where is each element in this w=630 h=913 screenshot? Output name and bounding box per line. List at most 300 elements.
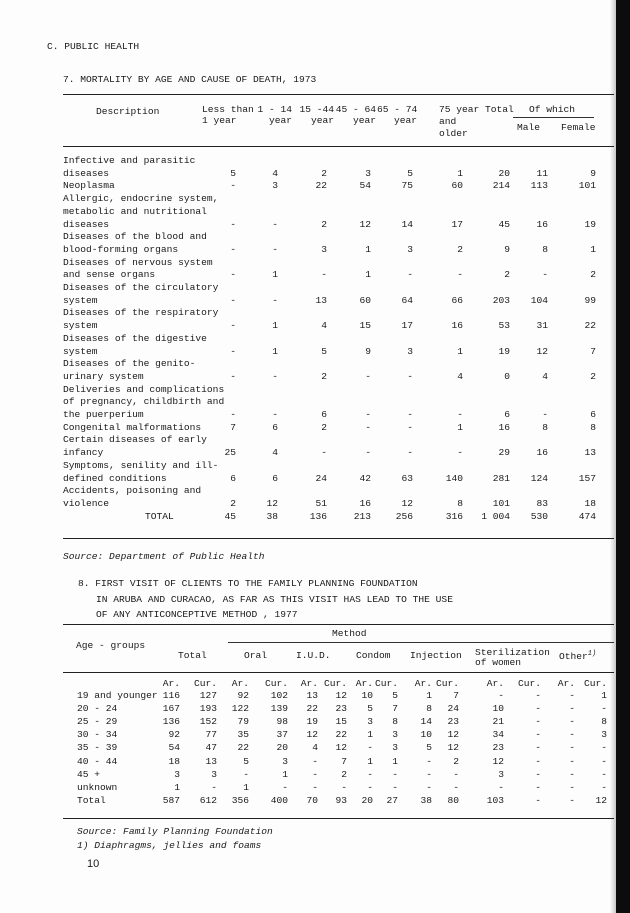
header-75-older: 75 year and older bbox=[439, 104, 480, 139]
cell-value: 281 bbox=[492, 472, 510, 484]
cell-value: 10 bbox=[420, 729, 432, 741]
cell-value: 8 bbox=[392, 716, 398, 728]
header-injection: Injection bbox=[410, 650, 462, 661]
row-description: Allergic, endocrine system, bbox=[63, 193, 219, 205]
cell-value: 122 bbox=[231, 703, 249, 715]
cell-value: 5 bbox=[367, 703, 373, 715]
header-description: Description bbox=[96, 106, 160, 117]
cell-value: - bbox=[392, 781, 398, 793]
cell-value: 5 bbox=[321, 345, 327, 357]
cell-value: 3 bbox=[407, 345, 413, 357]
cell-value: 7 bbox=[392, 703, 398, 715]
cell-value: 18 bbox=[584, 497, 596, 509]
cell-value: - bbox=[542, 269, 548, 281]
cell-value: - bbox=[535, 716, 541, 728]
cell-value: 20 bbox=[361, 794, 373, 806]
cell-value: - bbox=[569, 716, 575, 728]
cell-value: 7 bbox=[590, 345, 596, 357]
row-description: urinary system bbox=[63, 370, 144, 382]
cell-value: 19 bbox=[584, 218, 596, 230]
cell-value: 1 bbox=[457, 421, 463, 433]
row-description: Certain diseases of early bbox=[63, 434, 207, 446]
cell-value: - bbox=[569, 768, 575, 780]
cell-value: - bbox=[569, 742, 575, 754]
age-group-label: Total bbox=[77, 794, 106, 806]
cell-value: 193 bbox=[199, 703, 217, 715]
cell-value: - bbox=[498, 781, 504, 793]
cell-value: 1 bbox=[243, 781, 249, 793]
row-description: Diseases of nervous system bbox=[63, 256, 213, 268]
cell-value: 1 bbox=[367, 729, 373, 741]
cell-value: - bbox=[367, 781, 373, 793]
cell-value: 3 bbox=[174, 768, 180, 780]
cell-value: 19 bbox=[498, 345, 510, 357]
cell-value: 23 bbox=[492, 742, 504, 754]
cell-value: 16 bbox=[359, 497, 371, 509]
cell-value: - bbox=[569, 755, 575, 767]
cell-value: 15 bbox=[359, 320, 371, 332]
cell-value: 6 bbox=[590, 409, 596, 420]
header-oral: Oral bbox=[244, 650, 268, 661]
cell-value: 5 bbox=[392, 690, 398, 701]
cell-value: - bbox=[542, 409, 548, 420]
total-value: 45 bbox=[224, 510, 236, 522]
cell-value: 2 bbox=[457, 243, 463, 255]
cell-value: 2 bbox=[230, 497, 236, 509]
cell-value: 104 bbox=[530, 294, 548, 306]
header-female: Female bbox=[561, 122, 596, 133]
cell-value: - bbox=[230, 345, 236, 357]
cell-value: - bbox=[601, 755, 607, 767]
cell-value: 7 bbox=[453, 690, 459, 701]
cell-value: 10 bbox=[361, 690, 373, 701]
cell-value: - bbox=[230, 370, 236, 382]
cell-value: 54 bbox=[168, 742, 180, 754]
cell-value: 16 bbox=[451, 320, 463, 332]
cell-value: 20 bbox=[498, 167, 510, 179]
header-method: Method bbox=[332, 628, 367, 639]
cell-value: 8 bbox=[542, 421, 548, 433]
cell-value: - bbox=[457, 269, 463, 281]
cell-value: 1 bbox=[174, 781, 180, 793]
cell-value: 16 bbox=[536, 218, 548, 230]
footnote-marker: 1) bbox=[587, 650, 597, 658]
row-description: Diseases of the digestive bbox=[63, 332, 207, 344]
header-condom: Condom bbox=[356, 650, 391, 661]
cell-value: 1 bbox=[601, 690, 607, 701]
subheader-ar: Ar. bbox=[162, 678, 180, 689]
cell-value: 12 bbox=[335, 742, 347, 754]
cell-value: - bbox=[601, 742, 607, 754]
row-description: of pregnancy, childbirth and bbox=[63, 396, 225, 408]
cell-value: 13 bbox=[306, 690, 318, 701]
table-7-top-rule bbox=[63, 94, 614, 95]
row-description: Diseases of the respiratory bbox=[63, 307, 219, 319]
row-description: and sense organs bbox=[63, 269, 156, 281]
cell-value: 12 bbox=[447, 742, 459, 754]
subheader-ar: Ar. bbox=[414, 678, 432, 689]
age-group-label: 40 - 44 bbox=[77, 755, 118, 767]
cell-value: 157 bbox=[578, 472, 596, 484]
cell-value: 12 bbox=[306, 729, 318, 741]
cell-value: - bbox=[407, 409, 413, 420]
cell-value: - bbox=[272, 243, 278, 255]
cell-value: 83 bbox=[536, 497, 548, 509]
cell-value: 1 bbox=[590, 243, 596, 255]
cell-value: - bbox=[230, 269, 236, 281]
cell-value: 13 bbox=[584, 447, 596, 459]
cell-value: - bbox=[367, 742, 373, 754]
cell-value: - bbox=[230, 180, 236, 192]
subheader-ar: Ar. bbox=[355, 678, 373, 689]
cell-value: - bbox=[535, 703, 541, 715]
subheader-ar: Ar. bbox=[557, 678, 575, 689]
cell-value: 113 bbox=[530, 180, 548, 192]
cell-value: - bbox=[312, 781, 318, 793]
row-description: system bbox=[63, 320, 98, 332]
cell-value: 79 bbox=[237, 716, 249, 728]
cell-value: - bbox=[457, 447, 463, 459]
cell-value: 10 bbox=[492, 703, 504, 715]
cell-value: 63 bbox=[401, 472, 413, 484]
cell-value: 35 bbox=[237, 729, 249, 741]
cell-value: - bbox=[321, 269, 327, 281]
cell-value: - bbox=[453, 768, 459, 780]
header-other: Other$^{1)}$ bbox=[559, 650, 597, 663]
of-which-rule bbox=[513, 117, 594, 118]
age-group-label: 35 - 39 bbox=[77, 742, 118, 754]
cell-value: 24 bbox=[447, 703, 459, 715]
cell-value: - bbox=[230, 243, 236, 255]
header-iud: I.U.D. bbox=[296, 650, 331, 661]
subheader-cur: Cur. bbox=[583, 678, 607, 689]
cell-value: 8 bbox=[590, 421, 596, 433]
cell-value: - bbox=[498, 690, 504, 701]
cell-value: 124 bbox=[530, 472, 548, 484]
cell-value: 5 bbox=[230, 167, 236, 179]
cell-value: - bbox=[407, 447, 413, 459]
cell-value: - bbox=[569, 729, 575, 741]
cell-value: - bbox=[407, 269, 413, 281]
cell-value: 53 bbox=[498, 320, 510, 332]
cell-value: 77 bbox=[205, 729, 217, 741]
cell-value: 1 bbox=[367, 755, 373, 767]
cell-value: 22 bbox=[315, 180, 327, 192]
cell-value: 6 bbox=[321, 409, 327, 420]
cell-value: 356 bbox=[231, 794, 249, 806]
cell-value: 37 bbox=[276, 729, 288, 741]
cell-value: 29 bbox=[498, 447, 510, 459]
cell-value: 12 bbox=[536, 345, 548, 357]
cell-value: 23 bbox=[447, 716, 459, 728]
cell-value: 24 bbox=[315, 472, 327, 484]
cell-value: 214 bbox=[492, 180, 510, 192]
cell-value: - bbox=[230, 218, 236, 230]
row-description: system bbox=[63, 345, 98, 357]
header-of-which: Of which bbox=[529, 104, 576, 115]
subheader-ar: Ar. bbox=[231, 678, 249, 689]
cell-value: 64 bbox=[401, 294, 413, 306]
cell-value: 2 bbox=[321, 218, 327, 230]
cell-value: 12 bbox=[447, 729, 459, 741]
cell-value: 99 bbox=[584, 294, 596, 306]
cell-value: 2 bbox=[341, 768, 347, 780]
cell-value: 127 bbox=[199, 690, 217, 701]
cell-value: 2 bbox=[504, 269, 510, 281]
cell-value: 1 bbox=[392, 755, 398, 767]
cell-value: 139 bbox=[270, 703, 288, 715]
cell-value: - bbox=[535, 690, 541, 701]
table-7-bottom-rule bbox=[63, 538, 614, 539]
cell-value: 2 bbox=[590, 370, 596, 382]
cell-value: - bbox=[601, 703, 607, 715]
cell-value: 2 bbox=[453, 755, 459, 767]
cell-value: 152 bbox=[199, 716, 217, 728]
cell-value: - bbox=[535, 781, 541, 793]
cell-value: 12 bbox=[266, 497, 278, 509]
cell-value: 1 bbox=[365, 269, 371, 281]
cell-value: 12 bbox=[401, 497, 413, 509]
cell-value: - bbox=[569, 703, 575, 715]
total-value: 316 bbox=[445, 510, 463, 522]
cell-value: 12 bbox=[595, 794, 607, 806]
cell-value: 51 bbox=[315, 497, 327, 509]
cell-value: 4 bbox=[457, 370, 463, 382]
cell-value: - bbox=[535, 729, 541, 741]
subheader-cur: Cur. bbox=[435, 678, 459, 689]
cell-value: - bbox=[426, 755, 432, 767]
header-male: Male bbox=[517, 122, 541, 133]
row-description: Congenital malformations bbox=[63, 421, 202, 433]
cell-value: 3 bbox=[367, 716, 373, 728]
cell-value: 1 bbox=[457, 167, 463, 179]
header-less-than-1: Less than 1 year bbox=[202, 104, 254, 126]
cell-value: 45 bbox=[498, 218, 510, 230]
cell-value: 13 bbox=[315, 294, 327, 306]
cell-value: - bbox=[535, 794, 541, 806]
table-8-title-line-3: OF ANY ANTICONCEPTIVE METHOD , 1977 bbox=[96, 609, 298, 620]
cell-value: 6 bbox=[272, 421, 278, 433]
cell-value: 7 bbox=[230, 421, 236, 433]
cell-value: 15 bbox=[335, 716, 347, 728]
cell-value: 2 bbox=[321, 370, 327, 382]
header-1-14: 1 - 14 year bbox=[257, 104, 292, 126]
cell-value: - bbox=[457, 409, 463, 420]
cell-value: 101 bbox=[578, 180, 596, 192]
cell-value: 1 bbox=[282, 768, 288, 780]
cell-value: 98 bbox=[276, 716, 288, 728]
age-group-label: 20 - 24 bbox=[77, 703, 118, 715]
cell-value: 93 bbox=[335, 794, 347, 806]
table-7-header-rule bbox=[63, 146, 614, 147]
cell-value: 103 bbox=[486, 794, 504, 806]
cell-value: 102 bbox=[270, 690, 288, 701]
cell-value: 60 bbox=[359, 294, 371, 306]
cell-value: 7 bbox=[341, 755, 347, 767]
subheader-cur: Cur. bbox=[323, 678, 347, 689]
row-description: Symptoms, senility and ill- bbox=[63, 459, 219, 471]
cell-value: 140 bbox=[445, 472, 463, 484]
cell-value: 21 bbox=[492, 716, 504, 728]
cell-value: 22 bbox=[584, 320, 596, 332]
cell-value: 203 bbox=[492, 294, 510, 306]
cell-value: 13 bbox=[205, 755, 217, 767]
cell-value: - bbox=[426, 781, 432, 793]
row-description: defined conditions bbox=[63, 472, 167, 484]
age-group-label: 30 - 34 bbox=[77, 729, 118, 741]
subheader-cur: Cur. bbox=[374, 678, 398, 689]
row-description: Diseases of the genito- bbox=[63, 358, 196, 370]
cell-value: 27 bbox=[386, 794, 398, 806]
cell-value: 75 bbox=[401, 180, 413, 192]
cell-value: 4 bbox=[272, 167, 278, 179]
cell-value: 8 bbox=[426, 703, 432, 715]
cell-value: - bbox=[230, 294, 236, 306]
cell-value: - bbox=[392, 768, 398, 780]
cell-value: 5 bbox=[407, 167, 413, 179]
cell-value: 4 bbox=[312, 742, 318, 754]
cell-value: 2 bbox=[321, 167, 327, 179]
cell-value: - bbox=[365, 421, 371, 433]
cell-value: 17 bbox=[451, 218, 463, 230]
row-description: blood-forming organs bbox=[63, 243, 179, 255]
header-15-44: 15 -44 year bbox=[299, 104, 334, 126]
cell-value: 25 bbox=[224, 447, 236, 459]
cell-value: 1 bbox=[365, 243, 371, 255]
cell-value: 80 bbox=[447, 794, 459, 806]
cell-value: 19 bbox=[306, 716, 318, 728]
section-title: C. PUBLIC HEALTH bbox=[47, 41, 140, 52]
cell-value: - bbox=[569, 690, 575, 701]
total-value: 38 bbox=[266, 510, 278, 522]
cell-value: 16 bbox=[498, 421, 510, 433]
cell-value: 3 bbox=[392, 729, 398, 741]
row-description: Neoplasma bbox=[63, 180, 115, 192]
cell-value: 3 bbox=[392, 742, 398, 754]
row-description: Deliveries and complications bbox=[63, 383, 225, 395]
cell-value: - bbox=[230, 320, 236, 332]
table-8-footnote: 1) Diaphragms, jellies and foams bbox=[77, 840, 262, 851]
subheader-ar: Ar. bbox=[300, 678, 318, 689]
cell-value: 3 bbox=[601, 729, 607, 741]
cell-value: 116 bbox=[162, 690, 180, 701]
cell-value: 136 bbox=[162, 716, 180, 728]
cell-value: - bbox=[230, 409, 236, 420]
cell-value: - bbox=[282, 781, 288, 793]
row-description: Diseases of the blood and bbox=[63, 231, 207, 243]
cell-value: - bbox=[407, 421, 413, 433]
cell-value: 4 bbox=[272, 447, 278, 459]
cell-value: 167 bbox=[162, 703, 180, 715]
cell-value: - bbox=[535, 768, 541, 780]
cell-value: 54 bbox=[359, 180, 371, 192]
cell-value: - bbox=[243, 768, 249, 780]
cell-value: 22 bbox=[306, 703, 318, 715]
cell-value: 70 bbox=[306, 794, 318, 806]
cell-value: 4 bbox=[321, 320, 327, 332]
cell-value: - bbox=[312, 755, 318, 767]
cell-value: 18 bbox=[168, 755, 180, 767]
cell-value: 3 bbox=[498, 768, 504, 780]
table-8-bottom-rule bbox=[63, 818, 614, 819]
cell-value: 14 bbox=[401, 218, 413, 230]
cell-value: 12 bbox=[359, 218, 371, 230]
cell-value: 8 bbox=[457, 497, 463, 509]
row-description: diseases bbox=[63, 167, 110, 179]
cell-value: 0 bbox=[504, 370, 510, 382]
subheader-cur: Cur. bbox=[264, 678, 288, 689]
cell-value: 66 bbox=[451, 294, 463, 306]
row-description: Accidents, poisoning and bbox=[63, 485, 202, 497]
cell-value: - bbox=[367, 768, 373, 780]
cell-value: 400 bbox=[270, 794, 288, 806]
cell-value: 12 bbox=[492, 755, 504, 767]
cell-value: 4 bbox=[542, 370, 548, 382]
cell-value: - bbox=[569, 781, 575, 793]
total-value: 213 bbox=[353, 510, 371, 522]
cell-value: 1 bbox=[426, 690, 432, 701]
cell-value: 3 bbox=[272, 180, 278, 192]
cell-value: 31 bbox=[536, 320, 548, 332]
cell-value: 34 bbox=[492, 729, 504, 741]
age-group-label: 45 + bbox=[77, 768, 101, 780]
cell-value: 20 bbox=[276, 742, 288, 754]
total-label: TOTAL bbox=[145, 510, 174, 522]
row-description: infancy bbox=[63, 447, 104, 459]
cell-value: - bbox=[601, 781, 607, 793]
cell-value: - bbox=[453, 781, 459, 793]
cell-value: - bbox=[321, 447, 327, 459]
cell-value: 6 bbox=[272, 472, 278, 484]
table-8-source: Source: Family Planning Foundation bbox=[77, 826, 273, 837]
row-description: system bbox=[63, 294, 98, 306]
cell-value: - bbox=[312, 768, 318, 780]
cell-value: 92 bbox=[237, 690, 249, 701]
subheader-ar: Ar. bbox=[486, 678, 504, 689]
header-45-64: 45 - 64 year bbox=[335, 104, 376, 126]
total-value: 474 bbox=[578, 510, 596, 522]
age-group-label: unknown bbox=[77, 781, 118, 793]
cell-value: 2 bbox=[590, 269, 596, 281]
total-value: 1 004 bbox=[481, 510, 510, 522]
cell-value: 3 bbox=[211, 768, 217, 780]
cell-value: - bbox=[341, 781, 347, 793]
cell-value: - bbox=[407, 370, 413, 382]
cell-value: 1 bbox=[272, 320, 278, 332]
cell-value: - bbox=[535, 742, 541, 754]
table-8-top-rule bbox=[63, 624, 614, 625]
header-total: Total bbox=[178, 650, 207, 661]
header-total: Total bbox=[485, 104, 514, 115]
header-65-74: 65 - 74 year bbox=[377, 104, 418, 126]
cell-value: 9 bbox=[590, 167, 596, 179]
cell-value: 23 bbox=[335, 703, 347, 715]
row-description: metabolic and nutritional bbox=[63, 205, 207, 217]
age-group-label: 25 - 29 bbox=[77, 716, 118, 728]
row-description: diseases bbox=[63, 218, 110, 230]
cell-value: 5 bbox=[426, 742, 432, 754]
table-7-source: Source: Department of Public Health bbox=[63, 551, 265, 562]
cell-value: - bbox=[272, 409, 278, 420]
cell-value: 22 bbox=[237, 742, 249, 754]
cell-value: - bbox=[272, 370, 278, 382]
row-description: violence bbox=[63, 497, 110, 509]
cell-value: - bbox=[426, 768, 432, 780]
cell-value: 101 bbox=[492, 497, 510, 509]
table-8-header-rule bbox=[63, 672, 614, 673]
cell-value: - bbox=[569, 794, 575, 806]
cell-value: 8 bbox=[542, 243, 548, 255]
